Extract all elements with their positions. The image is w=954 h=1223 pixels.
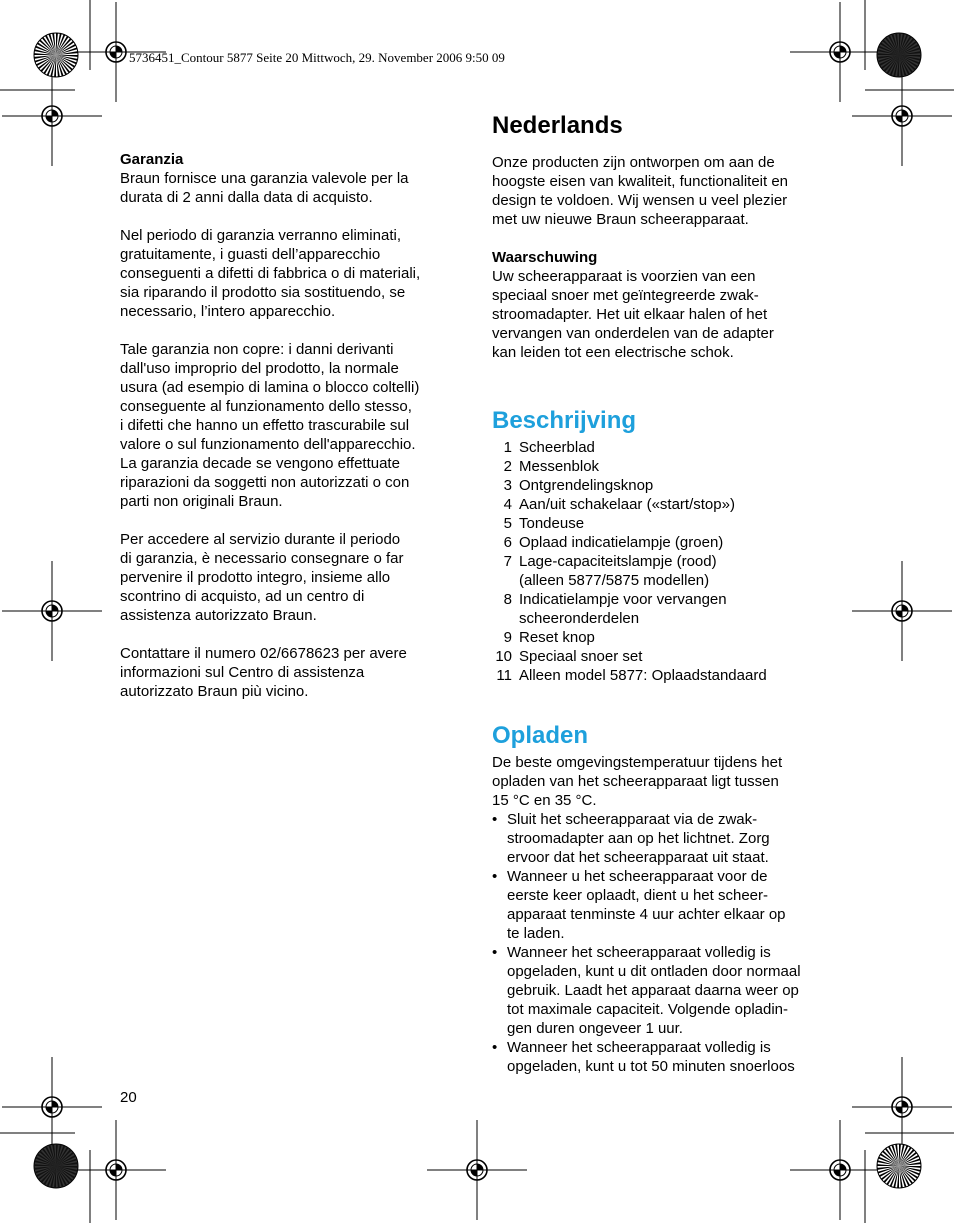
intro-paragraph (492, 153, 837, 229)
bullet-item (492, 867, 837, 943)
bullet-icon: • (492, 944, 498, 961)
list-item (492, 647, 837, 666)
list-item (492, 552, 837, 590)
text-line: assistenza autorizzato Braun. (120, 607, 317, 624)
text-line: durata di 2 anni dalla data di acquisto. (120, 189, 373, 206)
registration-mark-icon (852, 561, 952, 661)
bullet-icon: • (492, 1039, 498, 1056)
garanzia-heading: Garanzia (120, 151, 184, 168)
text-line: gratuitamente, i guasti dell’apparecchio (120, 246, 381, 263)
section-title-opladen: Opladen (492, 722, 589, 749)
bullet-icon: • (492, 811, 498, 828)
text-line: conseguente al funzionamento dello stesso, (120, 398, 412, 415)
bullet-item (492, 810, 837, 867)
text-line: Tale garanzia non copre: i danni derivanti (120, 341, 394, 358)
registration-mark-icon (2, 561, 102, 661)
text-line: Nel periodo di garanzia verranno eliminati, (120, 227, 401, 244)
bullet-text: Wanneer het scheerapparaat volledig is opgeladen, kunt u tot 50 minuten snoerloos (507, 1039, 795, 1075)
text-line: dall'uso improprio del prodotto, la normale (120, 360, 399, 377)
registration-mark-icon (852, 1057, 952, 1157)
registration-mark-icon (2, 1057, 102, 1157)
item-label: Scheerblad (519, 439, 595, 456)
list-item (492, 533, 837, 552)
list-item (492, 495, 837, 514)
item-number: 1 (503, 439, 512, 456)
registration-mark-icon (66, 1120, 166, 1220)
list-item (492, 590, 837, 628)
text-line: Per accedere al servizio durante il periodo (120, 531, 401, 548)
item-label: Reset knop (519, 629, 595, 646)
bullet-text: Wanneer het scheerapparaat volledig is opgeladen, kunt u dit ontladen door normaal gebruik. Laadt het apparaat daarna weer op tot maximale capaciteit. Volgende opladin- gen duren ongeveer 1 uur. (507, 944, 801, 1037)
text-line: Braun fornisce una garanzia valevole per la (120, 170, 409, 187)
text-line: informazioni sul Centro di assistenza (120, 664, 365, 681)
warning-paragraph (492, 267, 837, 362)
text-line: stroomadapter. Het uit elkaar halen of het (492, 306, 768, 323)
list-item (492, 514, 837, 533)
item-label: Aan/uit schakelaar («start/stop») (519, 496, 735, 513)
text-line: speciaal snoer met geïntegreerde zwak- (492, 287, 759, 304)
registration-mark-icon (852, 66, 952, 166)
garanzia-paragraph (120, 169, 470, 207)
item-number: 6 (503, 534, 512, 551)
bullet-icon: • (492, 868, 498, 885)
item-label: Lage-capaciteitslampje (rood) (alleen 5877/5875 modellen) (519, 553, 717, 589)
item-label: Tondeuse (519, 515, 585, 532)
list-item (492, 438, 837, 457)
text-line: pervenire il prodotto integro, insieme allo (120, 569, 391, 586)
list-item (492, 476, 837, 495)
text-line: kan leiden tot een electrische schok. (492, 344, 734, 361)
text-line: met uw nieuwe Braun scheerapparaat. (492, 211, 749, 228)
item-label: Alleen model 5877: Oplaadstandaard (519, 667, 767, 684)
bullet-text: Sluit het scheerapparaat via de zwak- stroomadapter aan op het lichtnet. Zorg ervoor dat het scheerapparaat uit staat. (507, 811, 770, 866)
text-line: vervangen van onderdelen van de adapter (492, 325, 774, 342)
text-line: Contattare il numero 02/6678623 per avere (120, 645, 407, 662)
text-line: Onze producten zijn ontworpen om aan de (492, 154, 775, 171)
text-line: parti non originali Braun. (120, 493, 283, 510)
text-line: usura (ad esempio di lamina o blocco coltelli) (120, 379, 420, 396)
page-number: 20 (120, 1089, 137, 1106)
text-line: di garanzia, è necessario consegnare o far (120, 550, 404, 567)
section-title-beschrijving: Beschrijving (492, 407, 637, 434)
item-number: 9 (503, 629, 512, 646)
star-target-icon (34, 1144, 78, 1188)
list-item (492, 457, 837, 476)
item-number: 4 (503, 496, 512, 513)
page-title: Nederlands (492, 112, 623, 139)
text-line: conseguenti a difetti di fabbrica o di materiali, (120, 265, 421, 282)
text-line: Uw scheerapparaat is voorzien van een (492, 268, 756, 285)
item-number: 8 (503, 591, 512, 608)
text-line: autorizzato Braun più vicino. (120, 683, 309, 700)
item-number: 2 (503, 458, 512, 475)
item-label: Oplaad indicatielampje (groen) (519, 534, 724, 551)
opladen-bullets (492, 810, 837, 1076)
text-line: De beste omgevingstemperatuur tijdens het (492, 754, 783, 771)
registration-mark-icon (790, 2, 890, 102)
parts-list (492, 438, 837, 685)
bullet-text: Wanneer u het scheerapparaat voor de eerste keer oplaadt, dient u het scheer- apparaat tenminste 4 uur achter elkaar op te laden. (507, 868, 786, 942)
text-line: i difetti che hanno un effetto trascurabile sul (120, 417, 410, 434)
garanzia-paragraph (120, 644, 470, 701)
text-line: La garanzia decade se vengono effettuate (120, 455, 400, 472)
garanzia-paragraph (120, 530, 470, 625)
registration-mark-icon (427, 1120, 527, 1220)
garanzia-paragraphs (120, 169, 470, 701)
warning-heading: Waarschuwing (492, 249, 598, 266)
item-label: Ontgrendelingsknop (519, 477, 654, 494)
star-target-icon (34, 33, 78, 77)
registration-mark-icon (2, 66, 102, 166)
item-number: 7 (503, 553, 512, 570)
item-label: Messenblok (519, 458, 600, 475)
registration-mark-icon (790, 1120, 890, 1220)
bullet-item (492, 943, 837, 1038)
item-label: Speciaal snoer set (519, 648, 643, 665)
garanzia-column (120, 150, 470, 701)
text-line: riparazioni da soggetti non autorizzati o con (120, 474, 410, 491)
text-line: sia riparando il prodotto sia sostituendo, se (120, 284, 406, 301)
star-target-icon (877, 1144, 921, 1188)
item-number: 3 (503, 477, 512, 494)
list-item (492, 666, 837, 685)
print-slug: 5736451_Contour 5877 Seite 20 Mittwoch, 29. November 2006 9:50 09 (129, 50, 505, 65)
text-line: design te voldoen. Wij wensen u veel plezier (492, 192, 788, 209)
item-number: 5 (503, 515, 512, 532)
text-line: opladen van het scheerapparaat ligt tussen (492, 773, 779, 790)
item-number: 10 (495, 648, 512, 665)
text-line: necessario, l’intero apparecchio. (120, 303, 336, 320)
text-line: 15 °C en 35 °C. (492, 792, 597, 809)
nederlands-column (492, 111, 837, 1076)
opladen-intro (492, 753, 837, 810)
garanzia-paragraph (120, 226, 470, 321)
item-number: 11 (496, 667, 512, 684)
text-line: scontrino di acquisto, ad un centro di (120, 588, 365, 605)
text-line: hoogste eisen van kwaliteit, functionaliteit en (492, 173, 789, 190)
text-line: valore o sul funzionamento dell'apparecchio. (120, 436, 416, 453)
list-item (492, 628, 837, 647)
star-target-icon (877, 33, 921, 77)
garanzia-paragraph (120, 340, 470, 511)
item-label: Indicatielampje voor vervangen scheeronderdelen (519, 591, 727, 627)
bullet-item (492, 1038, 837, 1076)
